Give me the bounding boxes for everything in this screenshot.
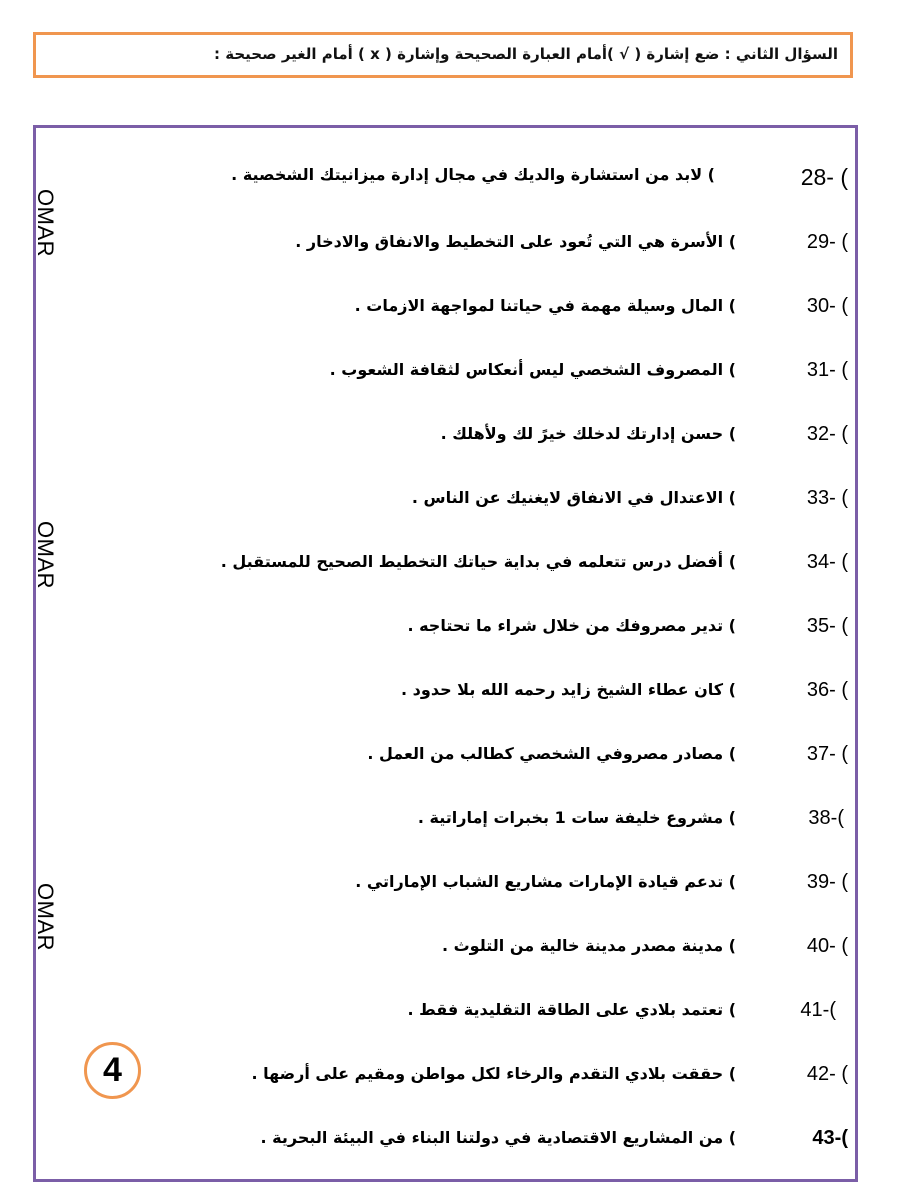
question-number: 39- ( [806, 871, 848, 893]
question-text: ) مدينة مصدر مدينة خالية من التلوث . [441, 936, 736, 955]
question-row [150, 359, 848, 389]
question-row [150, 871, 848, 901]
question-row [150, 999, 848, 1029]
question-number: 40- ( [806, 935, 848, 957]
question-row [150, 231, 848, 261]
question-number: 30- ( [806, 295, 848, 317]
page-number-badge: 4 [84, 1042, 141, 1099]
question-row [150, 423, 848, 453]
question-row [150, 679, 848, 709]
question-text: ) الاعتدال في الانفاق لايغنيك عن الناس . [411, 488, 736, 507]
question-number: 37- ( [806, 743, 848, 765]
question-row [150, 1127, 848, 1157]
question-text: ) من المشاريع الاقتصادية في دولتنا البناء في البيئة البحرية . [260, 1128, 736, 1147]
question-number: 41-( [800, 999, 836, 1021]
question-row [150, 487, 848, 517]
instruction-text: السؤال الثاني : ضع إشارة ( √ )أمام العبارة الصحيحة وإشارة ( x ) أمام الغير صحيحة : [214, 45, 838, 63]
question-number: 29- ( [806, 231, 848, 253]
question-text: ) حسن إدارتك لدخلك خيرً لك ولأهلك . [440, 424, 736, 443]
question-text: ) حققت بلادي التقدم والرخاء لكل مواطن ومقيم على أرضها . [251, 1064, 736, 1083]
question-text: ) تدعم قيادة الإمارات مشاريع الشباب الإماراتي . [355, 872, 736, 891]
question-row [150, 743, 848, 773]
watermark-omar: OMAR [33, 189, 58, 257]
question-text: ) كان عطاء الشيخ زايد رحمه الله بلا حدود . [401, 680, 736, 699]
question-number: 32- ( [806, 423, 848, 445]
watermark-omar: OMAR [33, 521, 58, 589]
question-row [150, 935, 848, 965]
watermark-omar: OMAR [33, 883, 58, 951]
instruction-box [33, 32, 853, 78]
question-text: ) مصادر مصروفي الشخصي كطالب من العمل . [367, 744, 736, 763]
question-text: ) المال وسيلة مهمة في حياتنا لمواجهة الازمات . [354, 296, 736, 315]
question-text: ) مشروع خليفة سات 1 بخبرات إماراتية . [417, 808, 736, 827]
question-row [150, 295, 848, 325]
question-number: 31- ( [806, 359, 848, 381]
question-number: 38-( [808, 807, 844, 829]
question-number: 34- ( [806, 551, 848, 573]
question-text: ) الأسرة هي التي تُعود على التخطيط والانفاق والادخار . [295, 232, 736, 251]
question-row [150, 551, 848, 581]
question-text: ) المصروف الشخصي ليس أنعكاس لثقافة الشعوب . [329, 360, 736, 379]
question-number: 36- ( [806, 679, 848, 701]
question-text: ) تدير مصروفك من خلال شراء ما تحتاجه . [407, 616, 736, 635]
question-number: 43-( [812, 1127, 848, 1149]
question-row [150, 1063, 848, 1093]
question-row [150, 164, 848, 194]
question-number: 28- ( [800, 164, 848, 190]
question-number: 42- ( [806, 1063, 848, 1085]
question-row [150, 615, 848, 645]
question-text: ) لابد من استشارة والديك في مجال إدارة ميزانيتك الشخصية . [231, 165, 715, 184]
question-number: 35- ( [806, 615, 848, 637]
question-row [150, 807, 848, 837]
question-text: ) أفضل درس تتعلمه في بداية حياتك التخطيط الصحيح للمستقبل . [220, 552, 736, 571]
question-text: ) تعتمد بلادي على الطاقة التقليدية فقط . [407, 1000, 736, 1019]
question-number: 33- ( [806, 487, 848, 509]
